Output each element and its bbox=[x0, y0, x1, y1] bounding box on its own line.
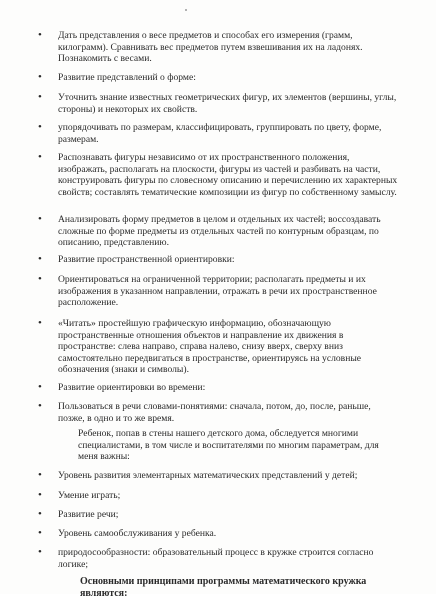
bullet-marker: • bbox=[38, 317, 42, 329]
list-item: Развитие ориентировки во времени: bbox=[58, 382, 206, 393]
list-item: Развитие представлений о форме: bbox=[58, 72, 196, 83]
body-paragraph: Ребенок, попав в стены нашего детского дома, обследуется многими специалистами, в том числе и воспитателями по многим параметрам, для меня важны: bbox=[78, 428, 379, 463]
bullet-marker: • bbox=[38, 151, 42, 163]
bullet-marker: • bbox=[38, 489, 42, 501]
list-item: природосообразности: образовательный процесс в кружке строится согласно логике; bbox=[58, 547, 374, 570]
list-item: Умение играть; bbox=[58, 490, 121, 501]
list-item: Распознавать фигуры независимо от их пространственного положения, изображать, располагать на плоскости, фигуры из частей и разбивать на части, конструировать фигуры по словесному описанию и перечислению их характерных свойств; составлять тематические композиции из фигур по собственному замыслу. bbox=[58, 152, 398, 198]
bullet-marker: • bbox=[38, 527, 42, 539]
bullet-marker: • bbox=[38, 91, 42, 103]
section-heading: Основными принципами программы математического кружка являются: bbox=[80, 576, 367, 599]
bullet-marker: • bbox=[38, 273, 42, 285]
list-item: Развитие речи; bbox=[58, 509, 119, 520]
list-item: «Читать» простейшую графическую информацию, обозначающую пространственные отношения объектов и направление их движения в пространстве: слева направо, справа налево, снизу вверх, сверху вниз самостоятельно передвигаться в пространстве, ориентируясь на условные обозначения (знаки и символы). bbox=[58, 318, 362, 376]
list-item: Уровень самообслуживания у ребенка. bbox=[58, 528, 217, 539]
bullet-marker: • bbox=[38, 546, 42, 558]
list-item: Ориентироваться на ограниченной территории; располагать предметы и их изображения в указанном направлении, отражать в речи их пространственное расположение. bbox=[58, 274, 377, 309]
list-item: Уточнить знание известных геометрических фигур, их элементов (вершины, углы, стороны) и некоторых их свойств. bbox=[58, 92, 397, 115]
list-item: упорядочивать по размерам, классифицировать, группировать по цвету, форме, размерам. bbox=[58, 122, 382, 145]
list-item: Уровень развития элементарных математических представлений у детей; bbox=[58, 470, 358, 481]
bullet-marker: • bbox=[38, 121, 42, 133]
bullet-marker: • bbox=[38, 213, 42, 225]
scan-speck bbox=[185, 9, 187, 11]
bullet-marker: • bbox=[38, 29, 42, 41]
bullet-marker: • bbox=[38, 508, 42, 520]
list-item: Развитие пространственной ориентировки: bbox=[58, 254, 235, 265]
bullet-marker: • bbox=[38, 253, 42, 265]
list-item: Пользоваться в речи словами-понятиями: сначала, потом, до, после, раньше, позже, в одно и то же время. bbox=[58, 401, 371, 424]
list-item: Анализировать форму предметов в целом и отдельных их частей; воссоздавать сложные по форме предметы из отдельных частей по контурным образцам, по описанию, представлению. bbox=[58, 214, 381, 249]
bullet-marker: • bbox=[38, 400, 42, 412]
list-item: Дать представления о весе предметов и способах его измерения (грамм, килограмм). Сравнивать вес предметов путем взвешивания их на ладонях. Познакомить с весами. bbox=[58, 30, 363, 65]
bullet-marker: • bbox=[38, 381, 42, 393]
bullet-marker: • bbox=[38, 469, 42, 481]
bullet-marker: • bbox=[38, 71, 42, 83]
